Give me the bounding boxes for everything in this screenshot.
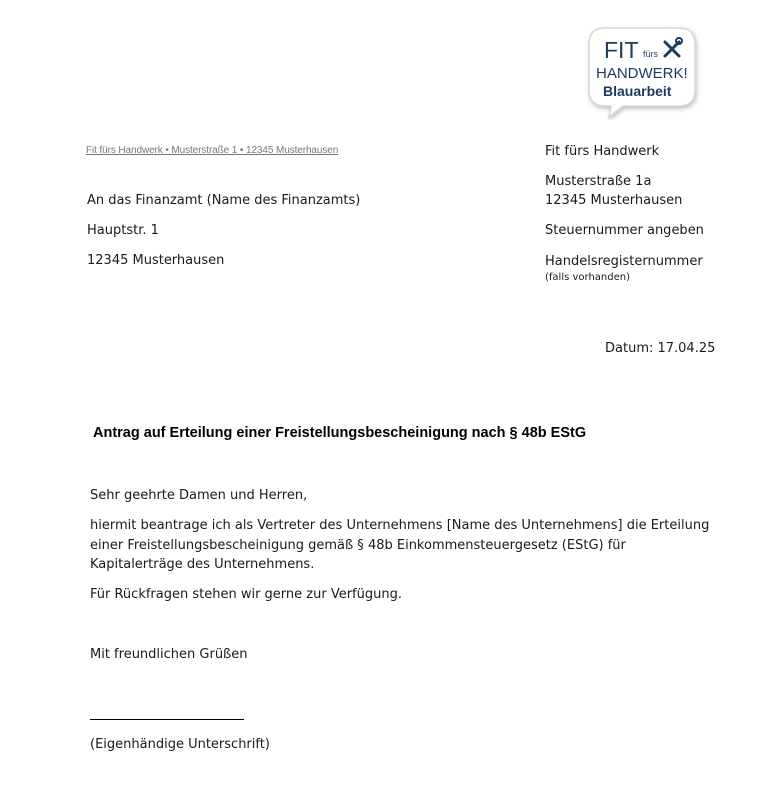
body-paragraph: hiermit beantrage ich als Vertreter des Unternehmens [Name des Unternehmens] die Erteilung einer Freistellungsbescheinigung gemäß § 48b Einkommensteuergesetz (EStG) für Kapitalerträge des Unternehmens.: [90, 518, 710, 572]
closing: Mit freundlichen Grüßen: [90, 647, 248, 662]
followup-text: Für Rückfragen stehen wir gerne zur Verfügung.: [90, 587, 402, 602]
sender-tax-number: Steuernummer angeben: [545, 223, 704, 238]
sender-street: Musterstraße 1a: [545, 174, 652, 189]
sender-return-line: Fit fürs Handwerk • Musterstraße 1 • 12345 Musterhausen: [86, 145, 339, 156]
letter-date: Datum: 17.04.25: [605, 341, 716, 356]
sender-register-note: (falls vorhanden): [545, 272, 631, 283]
salutation: Sehr geehrte Damen und Herren,: [90, 488, 308, 503]
recipient-street: Hauptstr. 1: [87, 223, 159, 238]
sender-register-number: Handelsregisternummer: [545, 254, 703, 269]
logo-speech-bubble: [583, 24, 701, 120]
sender-name: Fit fürs Handwerk: [545, 144, 660, 159]
logo-text-handwerk: HANDWERK!: [596, 65, 688, 82]
recipient-name: An das Finanzamt (Name des Finanzamts): [87, 193, 361, 208]
logo-text-blauarbeit: Blauarbeit: [603, 83, 672, 99]
signature-line: [90, 719, 244, 720]
company-logo: [583, 24, 701, 120]
recipient-city: 12345 Musterhausen: [87, 253, 225, 268]
sender-city: 12345 Musterhausen: [545, 193, 683, 208]
signature-label: (Eigenhändige Unterschrift): [90, 737, 270, 752]
logo-text-furs: fürs: [643, 49, 659, 59]
logo-text-fit: FIT: [604, 37, 639, 63]
letter-subject: Antrag auf Erteilung einer Freistellungsbescheinigung nach § 48b EStG: [93, 425, 587, 441]
